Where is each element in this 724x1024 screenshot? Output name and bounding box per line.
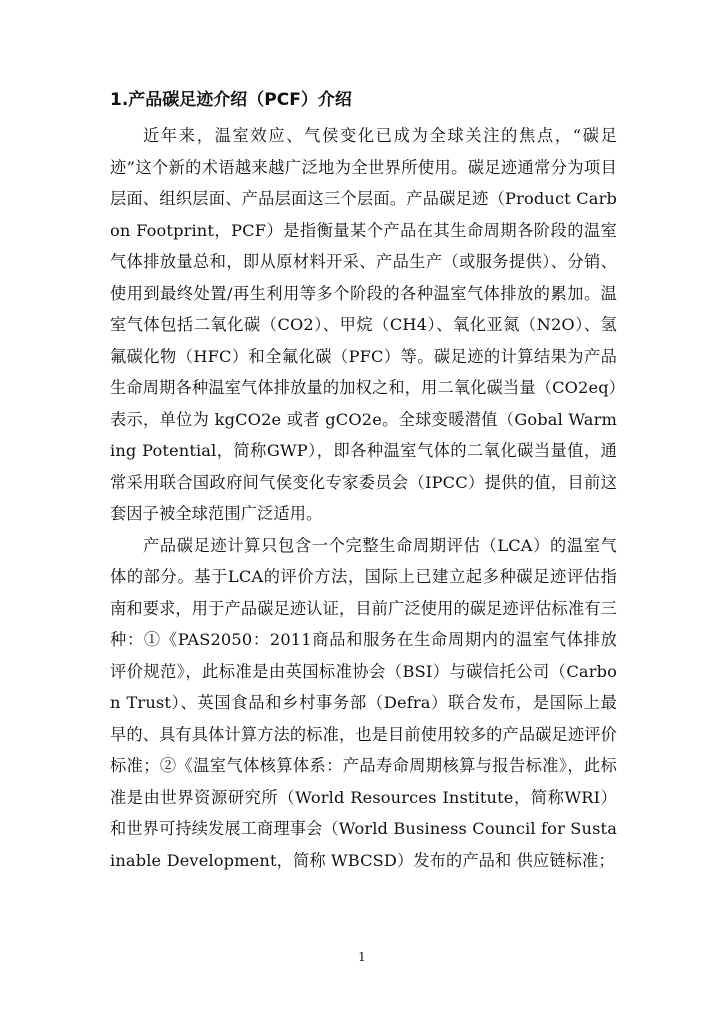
paragraph-intro: 近年来，温室效应、气侯变化已成为全球关注的焦点，“碳足迹”这个新的术语越来越广泛地为全世界所使用。碳足迹通常分为项目层面、组织层面、产品层面这三个层面。产品碳足迹（Product Carbon Footprint，PCF）是指衡量某个产品在其生命周期各阶段的温室气体排放量总和，即从原材料开采、产品生产（或服务提供）、分销、使用到最终处置/再生利用等多个阶段的各种温室气体排放的累加。温室气体包括二氧化碳（CO2）、甲烷（CH4）、氧化亚氮（N2O）、氢氟碳化物（HFC）和全氟化碳（PFC）等。碳足迹的计算结果为产品生命周期各种温室气体排放量的加权之和，用二氧化碳当量（CO2eq）表示，单位为 kgCO2e 或者 gCO2e。全球变暖潜值（Gobal Warming Potential，简称GWP），即各种温室气体的二氧化碳当量值，通常采用联合国政府间气侯变化专家委员会（IPCC）提供的值，目前这套因子被全球范围广泛适用。: [110, 126, 617, 523]
page-content: [110, 80, 617, 876]
section-heading: 1.产品碳足迹介绍（PCF）介绍: [110, 90, 352, 110]
page-number: 1: [358, 950, 366, 964]
paragraph-standards: 产品碳足迹计算只包含一个完整生命周期评估（LCA）的温室气体的部分。基于LCA的评价方法，国际上已建立起多种碳足迹评估指南和要求，用于产品碳足迹认证，目前广泛使用的碳足迹评估标准有三种：①《PAS2050：2011商品和服务在生命周期内的温室气体排放评价规范》，此标准是由英国标准协会（BSI）与碳信托公司（Carbon Trust）、英国食品和乡村事务部（Defra）联合发布，是国际上最早的、具有具体计算方法的标准，也是目前使用较多的产品碳足迹评价标准；②《温室气体核算体系：产品寿命周期核算与报告标准》，此标准是由世界资源研究所（World Resources Institute，简称WRI）和世界可持续发展工商理事会（World Business Council for Sustainable Development，简称 WBCSD）发布的产品和 供应链标准；: [110, 535, 617, 870]
